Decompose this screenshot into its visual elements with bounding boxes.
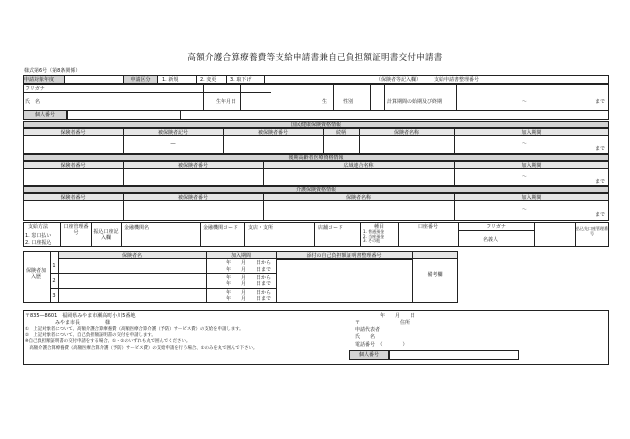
history-row-3-from: 年 月 日から [226,289,272,296]
nhi-heading: 国民健康保険資格情報 [290,121,341,128]
period-until: まで [595,99,606,105]
care-heading: 介護保険資格情報 [295,186,336,193]
nhi-col-insurer-name: 保険者名称 [393,129,419,136]
type-ordinary[interactable]: 1. 普通預金 [363,229,385,234]
elderly-col-insurer-number: 保険者番号 [60,162,86,169]
nhi-period-until: まで [595,146,606,152]
holder-label: 名義人 [483,237,499,243]
footer-postal-mark: 〒 [355,320,361,326]
birthdate-label: 生年月日 [216,99,237,105]
branch-label: 支店・支所 [248,225,274,231]
holder-furigana-label: フリガナ [486,224,506,230]
institution-label: 金融機関名 [124,225,150,231]
footer-mynumber-field[interactable] [389,350,519,360]
footer-mayor: みやま市長 様 [55,320,111,326]
footer-name-label: 氏 名 [355,334,376,340]
care-col-insurer-number: 保険者番号 [60,194,86,201]
nhi-symbol-dash: ― [170,141,176,147]
history-row-2-to: 年 月 日まで [226,281,272,287]
footer-note-1: ① 上記対象者について、高額介護合算療養費（高額医療合算介護（予防）サービス費）の支給を申請します。 [25,327,244,332]
nhi-col-period: 加入期間 [521,129,542,136]
institution-code-label: 金融機関コード [203,225,239,231]
footer-mynumber-label: 個人番号 [358,352,379,358]
type-current[interactable]: 2. 当座預金 [363,233,385,239]
account-number-label: 口座番号 [417,224,438,230]
history-col-period: 加入期間 [230,252,251,259]
target-year-label: 申請対象年度 [24,76,55,83]
nhi-col-insured-number: 被保険者番号 [257,129,288,136]
care-col-insurer-name: 保険者名称 [345,194,371,201]
payment-method-label: 支給方法 [28,224,49,230]
payment-window[interactable]: 1. 窓口払い [25,233,52,239]
period-tilde: ～ [522,99,528,105]
type-withdraw[interactable]: 3. 取下げ [230,76,252,83]
payment-transfer[interactable]: 2. 口座振込 [25,240,52,246]
period-label: 計算期間の始期及び終期 [387,99,443,105]
furigana-label: フリガナ [25,86,45,92]
elderly-col-period: 加入期間 [521,162,542,169]
history-row-1-to: 年 月 日まで [226,266,272,273]
elderly-col-insured-number: 被保険者番号 [177,162,208,169]
birthdate-suffix: 生 [322,99,328,105]
history-row-3-to: 年 月 日まで [226,296,272,302]
history-row-1-num: 1 [52,263,56,269]
care-period-until: まで [595,212,606,218]
history-col-cert: 添付の自己負担額証明書整理番号 [306,252,382,259]
mynumber-field[interactable] [67,110,181,120]
elderly-heading: 後期高齢者医療資格情報 [288,154,344,161]
type-other[interactable]: 3. その他 [363,238,381,243]
name-label: 氏 名 [25,99,41,105]
care-col-period: 加入期間 [521,194,542,201]
history-row-2-from: 年 月 日から [226,274,272,281]
footer-postal: 〒835—8601 福岡県みやま市瀬高町小川5番地 [25,313,136,319]
sex-label: 性別 [343,99,354,105]
form-number: 様式第6号（第8条関係） [24,68,81,74]
nhi-col-symbol: 被保険者記号 [157,129,188,136]
type-new[interactable]: 1. 新規 [162,76,179,83]
mynumber-label: 個人番号 [34,112,55,118]
nhi-col-relation: 続柄 [335,129,346,136]
care-col-insured-number: 被保険者番号 [177,194,208,201]
footer-date: 年 月 日 [380,313,416,319]
insurer-entry-label: （保険者等記入欄） [376,76,422,83]
nhi-col-insurer-number: 保険者番号 [60,129,86,136]
bank-manage-label: 口座管理番号 [63,224,89,236]
elderly-col-union-name: 広域連合名称 [343,162,374,169]
history-col-remarks: 備考欄 [427,272,443,278]
history-col-insurer: 保険者名 [121,252,142,259]
history-row-2-num: 2 [52,278,56,284]
type-change[interactable]: 2. 変更 [200,76,217,83]
history-row-1-from: 年 月 日から [226,260,272,266]
history-side-label: 保険者加入歴 [25,268,46,280]
elderly-period-tilde: ～ [522,174,528,180]
footer-note-3: ※自己負担額証明書の交付申請をする場合、①・②のいずれも丸で囲んでください。 [25,339,191,344]
header-row [23,75,609,84]
footer-phone-label: 電話番号 （ ） [355,342,408,348]
footer-note-2: ② 上記対象者について、自己負担額証明書の交付を申請します。 [25,333,156,338]
history-row-3-num: 3 [52,293,56,299]
nhi-period-tilde: ～ [522,141,528,147]
elderly-period-until: まで [595,179,606,185]
store-code-label: 店舗コード [318,225,344,231]
footer-rep-label: 申請代表者 [355,327,381,333]
account-type-label: 種目 [373,224,384,230]
application-type-label: 申請区分 [130,76,151,83]
footer-note-4: 高額介護合算療養費（高額医療合算介護（予防）サービス費）の支給申請を行う場合、①のみを丸で囲んで下さい。 [25,346,258,351]
handling-label: 払込先口座管理番号 [576,226,608,236]
page-title: 高額介護合算療養費等支給申請書兼自己負担額証明書交付申請書 [187,53,443,63]
transfer-entry-label: 振込口座記入欄 [93,229,119,241]
footer-address-label: 住所 [400,320,411,326]
care-period-tilde: ～ [522,207,528,213]
support-number-label: 支給申請書整理番号 [434,76,480,83]
